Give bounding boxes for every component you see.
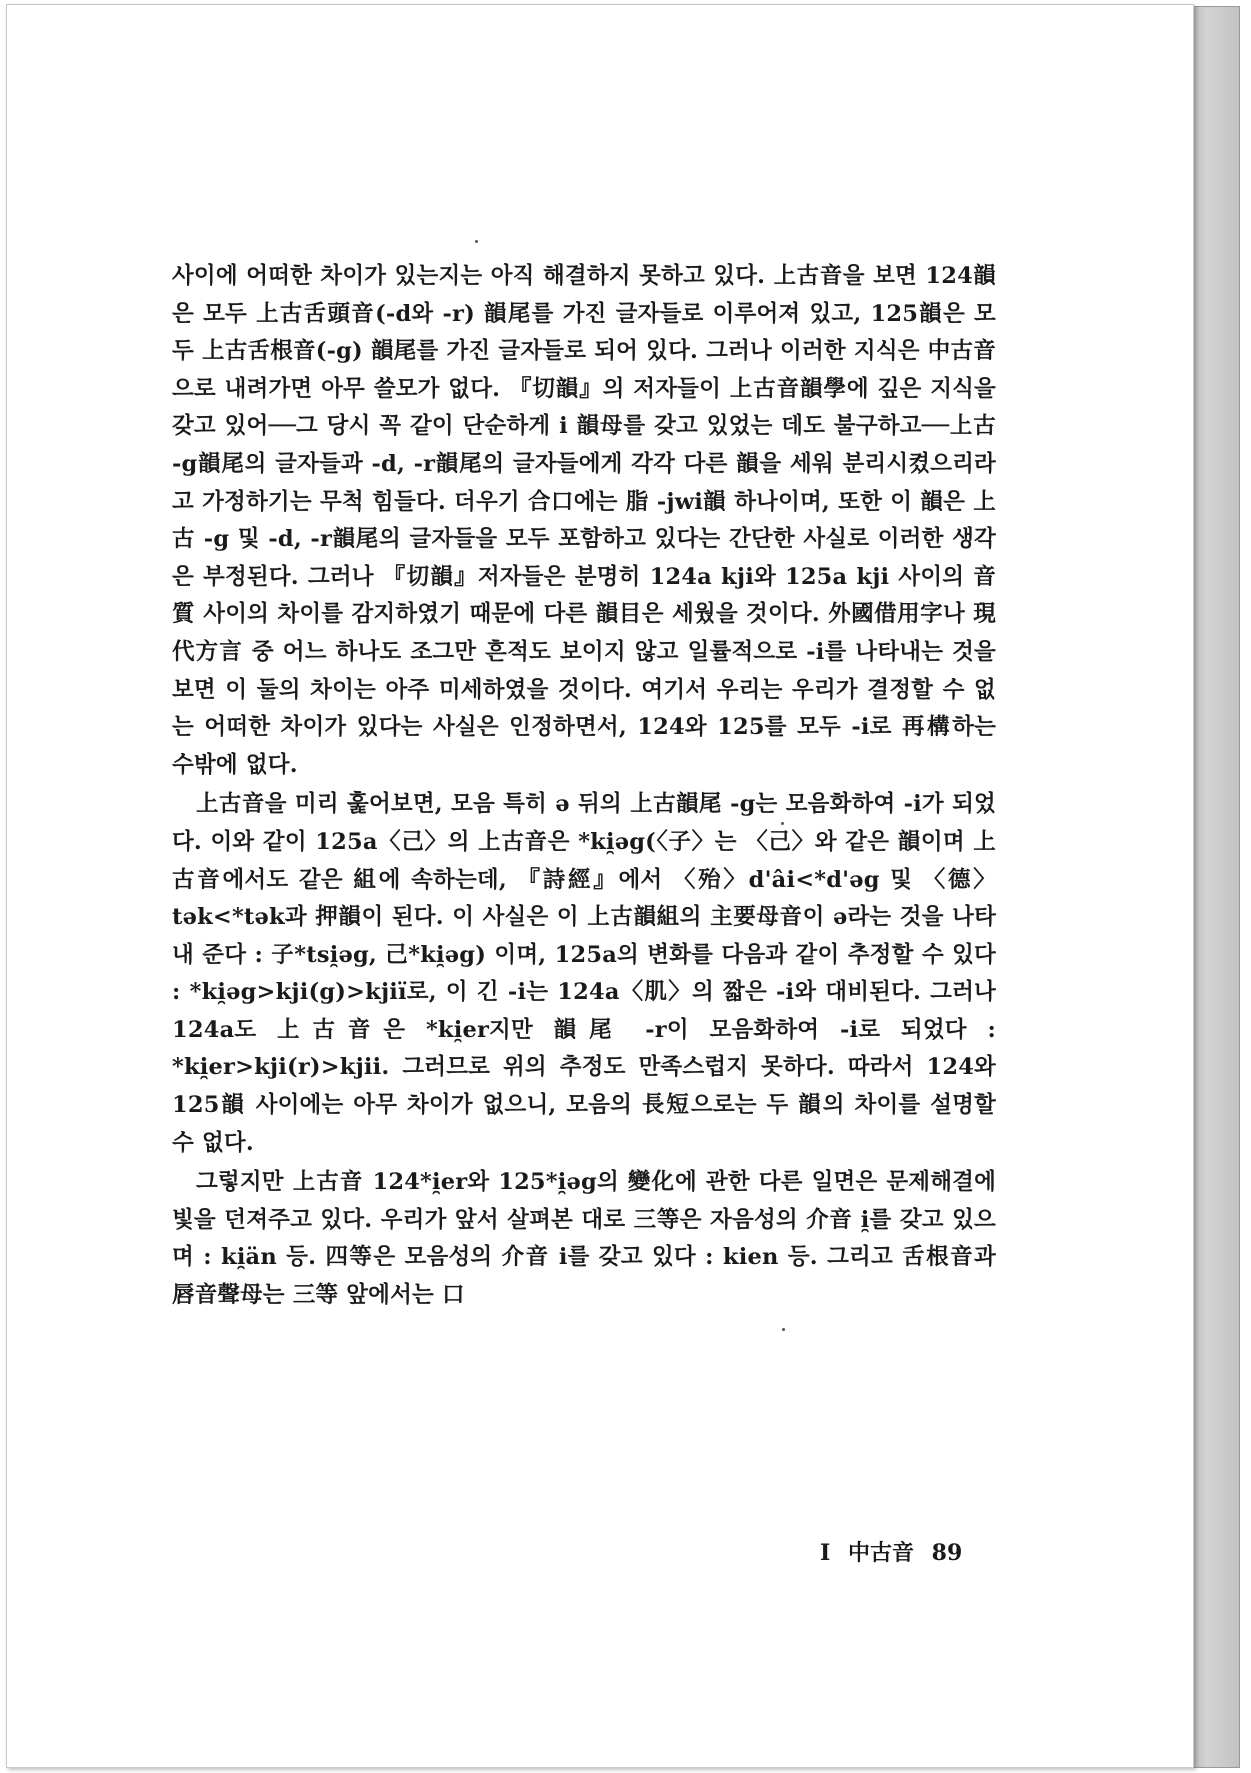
paragraph-2: 上古音을 미리 훑어보면, 모음 특히 ə 뒤의 上古韻尾 -g는 모음화하여 -i가 되었다. 이와 같이 125a〈己〉의 上古音은 *ki̯əg(〈子〉는 〈己〉와 같은 韻이며 上古音에서도 같은 組에 속하는데, 『詩經』에서 〈殆〉d'âi<*d'əg 및 〈德〉tək<*tək과 押韻이 된다. 이 사실은 이 上古韻組의 主要母音이 ə라는 것을 나타내 준다 : 子*tsi̯əg, 己*ki̯əg) 이며, 125a의 변화를 다음과 같이 추정할 수 있다 : *ki̯əg>kji(g)>kjiï로, 이 긴 -i는 124a〈肌〉의 짧은 -i와 대비된다. 그러나 124a도 上古音은 *ki̯er지만 韻尾 -r이 모음화하여 -i로 되었다 : *ki̯er>kji(r)>kjii. 그러므로 위의 추정도 만족스럽지 못하다. 따라서 124와 125韻 사이에는 아무 차이가 없으니, 모음의 長短으로는 두 韻의 차이를 설명할 수 없다. xyxy=(172,791,996,1156)
page-stack-edge xyxy=(1192,6,1240,1768)
page-number: 89 xyxy=(931,1540,963,1566)
running-footer xyxy=(820,1536,1020,1567)
section-title: 中古音 xyxy=(847,1540,914,1566)
paragraph-1: 사이에 어떠한 차이가 있는지는 아직 해결하지 못하고 있다. 上古音을 보면 124韻은 모두 上古舌頭音(-d와 -r) 韻尾를 가진 글자들로 이루어져 있고, 125韻은 모두 上古舌根音(-g) 韻尾를 가진 글자들로 되어 있다. 그러나 이러한 지식은 中古音으로 내려가면 아무 쓸모가 없다. 『切韻』의 저자들이 上古音韻學에 깊은 지식을 갖고 있어──그 당시 꼭 같이 단순하게 i 韻母를 갖고 있었는 데도 불구하고──上古 -g韻尾의 글자들과 -d, -r韻尾의 글자들에게 각각 다른 韻을 세워 분리시켰으리라고 가정하기는 무척 힘들다. 더우기 合口에는 脂 -jwi韻 하나이며, 또한 이 韻은 上古 -g 및 -d, -r韻尾의 글자들을 모두 포함하고 있다는 간단한 사실로 이러한 생각은 부정된다. 그러나 『切韻』저자들은 분명히 124a kji와 125a kji 사이의 音質 사이의 차이를 감지하였기 때문에 다른 韻目은 세웠을 것이다. 外國借用字나 現代方言 중 어느 하나도 조그만 흔적도 보이지 않고 일률적으로 -i를 나타내는 것을 보면 이 둘의 차이는 아주 미세하였을 것이다. 여기서 우리는 우리가 결정할 수 없는 어떠한 차이가 있다는 사실은 인정하면서, 124와 125를 모두 -i로 再構하는 수밖에 없다. xyxy=(172,263,996,778)
speck xyxy=(475,240,478,243)
section-numeral: I xyxy=(820,1540,831,1566)
paragraph-3: 그렇지만 上古音 124*i̯er와 125*i̯əg의 變化에 관한 다른 일면은 문제해결에 빛을 던져주고 있다. 우리가 앞서 살펴본 대로 三等은 자음성의 介音 i̯를 갖고 있으며 : ki̯än 등. 四等은 모음성의 介音 i를 갖고 있다 : kien 등. 그리고 舌根音과 唇音聲母는 三等 앞에서는 口 xyxy=(172,1169,996,1309)
body-text xyxy=(172,258,996,1315)
speck xyxy=(782,1328,785,1331)
